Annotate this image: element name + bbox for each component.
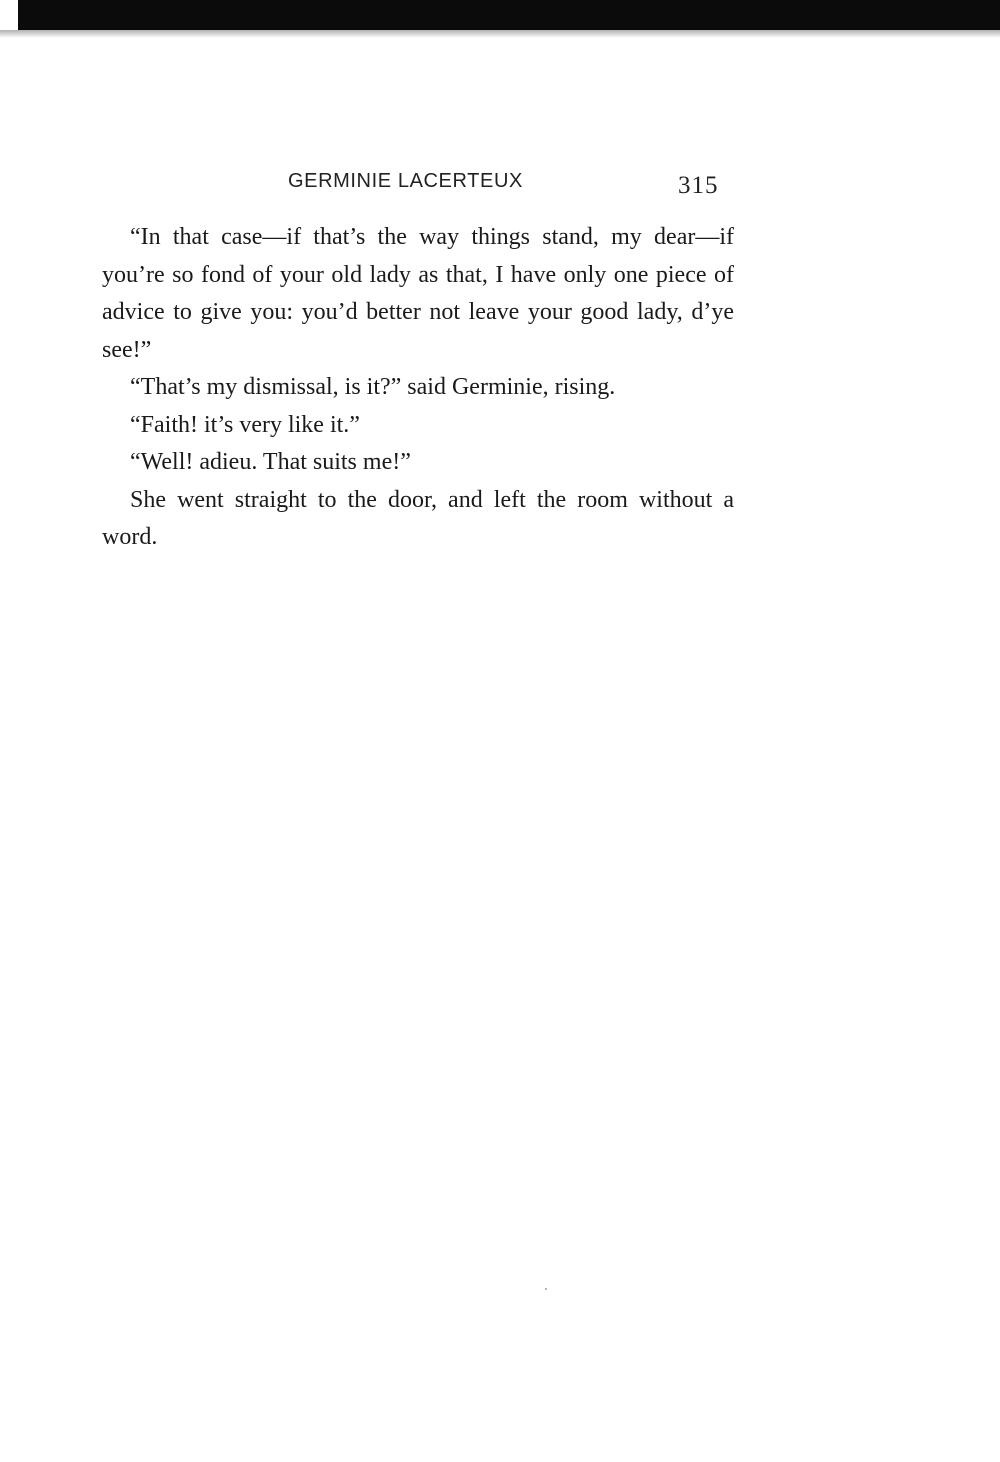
paragraph: “Well! adieu. That suits me!” <box>130 449 411 475</box>
scan-edge-shadow <box>0 30 1000 38</box>
paragraph: “Faith! it’s very like it.” <box>130 411 360 438</box>
paragraph: She went straight to the door, and left the room without a word. <box>102 486 734 550</box>
scan-speck <box>545 1288 547 1290</box>
running-title: GERMINIE LACERTEUX <box>288 170 523 192</box>
scan-edge-bar <box>18 0 1000 30</box>
body-text <box>102 219 734 557</box>
page-number: 315 <box>678 172 719 199</box>
paragraph: “In that case—if that’s the way things stand, my dear—if you’re so fond of your old lady as that, I have only one piece of advice to give you: you’d better not leave your good lady, d’ye see!” <box>102 224 734 363</box>
paragraph: “That’s my dismissal, is it?” said Germinie, rising. <box>130 374 616 400</box>
